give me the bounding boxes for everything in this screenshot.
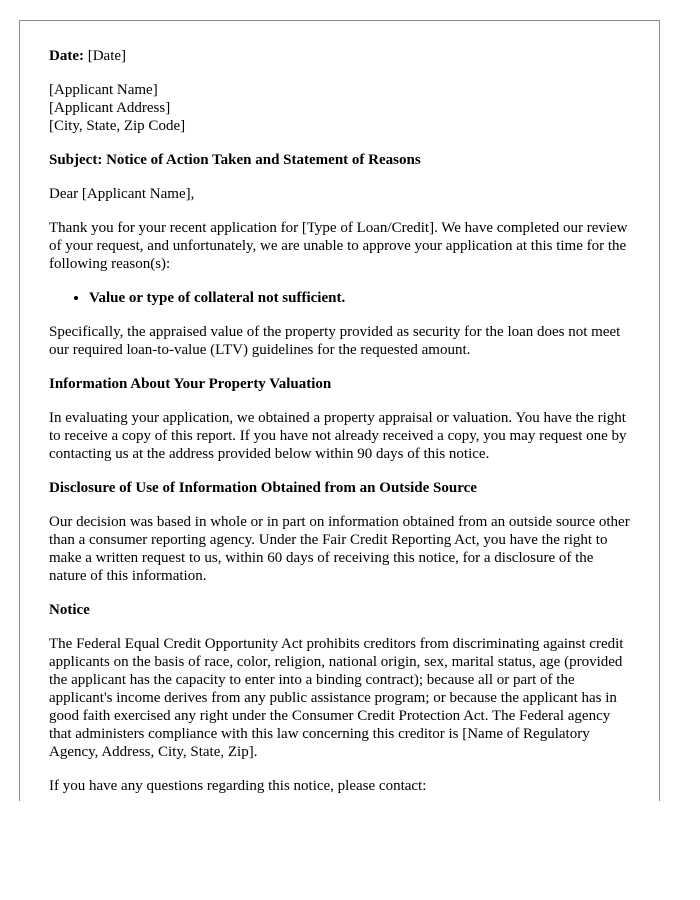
applicant-city: [City, State, Zip Code] <box>49 118 186 134</box>
letter-page <box>19 20 660 801</box>
section-heading-notice: Notice <box>49 602 90 618</box>
applicant-name: [Applicant Name] <box>49 82 158 98</box>
reasons-list <box>49 289 630 307</box>
subject-text: Subject: Notice of Action Taken and Statement of Reasons <box>49 152 421 168</box>
intro-paragraph: Thank you for your recent application for [Type of Loan/Credit]. We have completed our review of your request, and unfortunately, we are unable to approve your application at this time for the following reason(s): <box>49 220 628 272</box>
section-heading-outside-source: Disclosure of Use of Information Obtained from an Outside Source <box>49 480 477 496</box>
date-value: [Date] <box>87 48 127 64</box>
reason-detail-paragraph: Specifically, the appraised value of the property provided as security for the loan does not meet our required loan-to-value (LTV) guidelines for the requested amount. <box>49 324 621 358</box>
closing-question: If you have any questions regarding this notice, please contact: <box>49 778 427 794</box>
subject-line <box>49 151 630 169</box>
section-body-outside-source: Our decision was based in whole or in part on information obtained from an outside source other than a consumer reporting agency. Under the Fair Credit Reporting Act, you have the right to make a written request to us, within 60 days of receiving this notice, for a disclosure of the nature of this information. <box>49 514 630 584</box>
section-body-property-valuation: In evaluating your application, we obtained a property appraisal or valuation. You have the right to receive a copy of this report. If you have not already received a copy, you may request one by contacting us at the address provided below within 90 days of this notice. <box>49 410 627 462</box>
section-body-notice: The Federal Equal Credit Opportunity Act prohibits creditors from discriminating against credit applicants on the basis of race, color, religion, national origin, sex, marital status, age (provided the applicant has the capacity to enter into a binding contract); because all or part of the applicant's income derives from any public assistance program; or because the applicant has in good faith exercised any right under the Consumer Credit Protection Act. The Federal agency that administers compliance with this law concerning this creditor is [Name of Regulatory Agency, Address, City, State, Zip]. <box>49 636 624 760</box>
section-heading-property-valuation: Information About Your Property Valuation <box>49 376 332 392</box>
reason-item: • Value or type of collateral not sufficient. <box>89 289 630 307</box>
salutation: Dear [Applicant Name], <box>49 186 195 202</box>
date-label: Date: <box>49 48 84 64</box>
applicant-address-block <box>49 81 630 135</box>
date-line <box>49 47 630 65</box>
applicant-street: [Applicant Address] <box>49 100 171 116</box>
